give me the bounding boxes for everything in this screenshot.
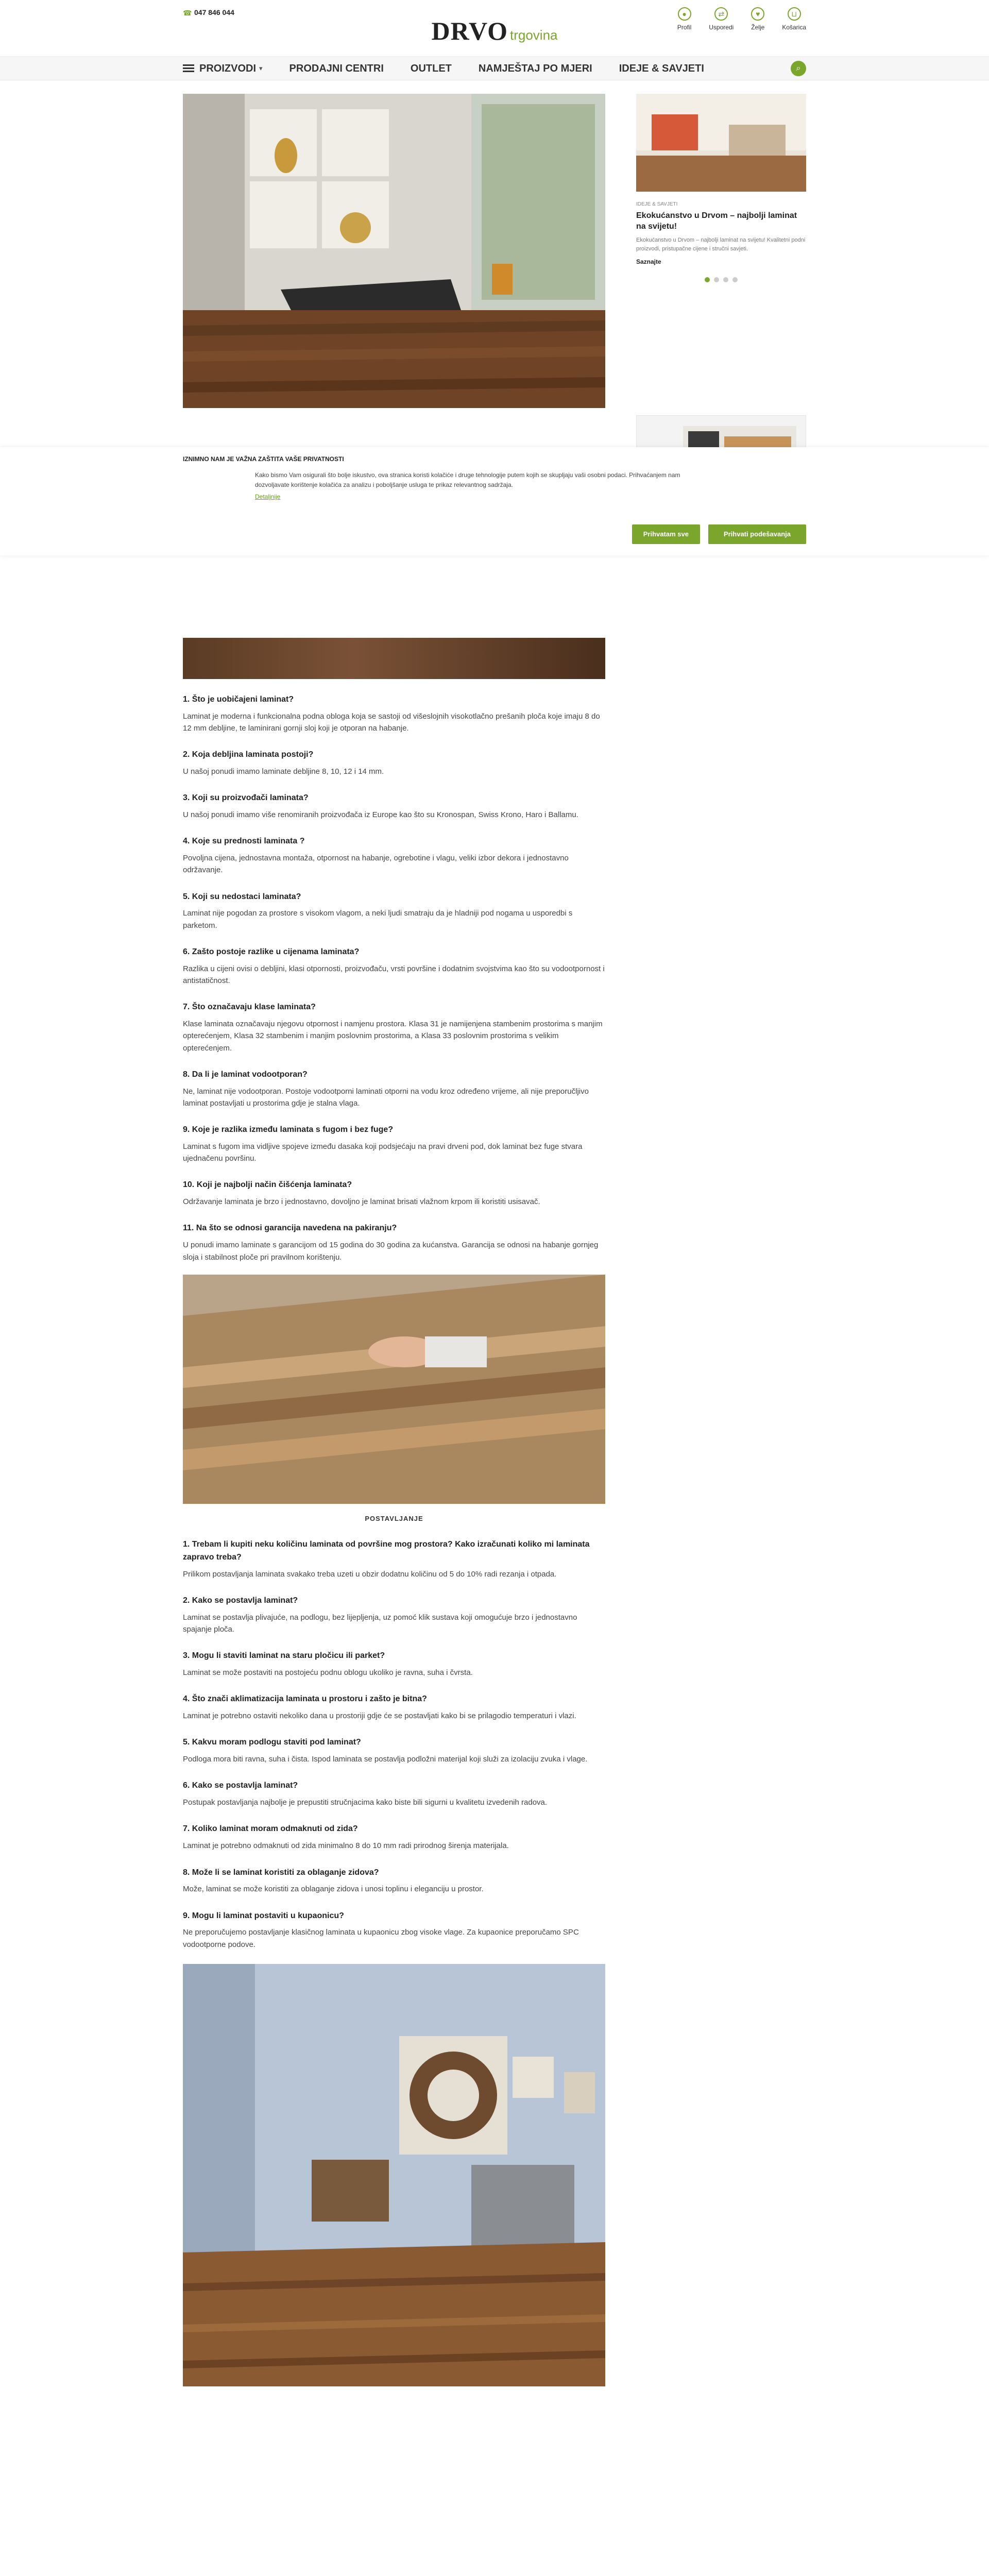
faq-question: 2. Kako se postavlja laminat?	[183, 1596, 298, 1605]
accept-settings-button[interactable]: Prihvati podešavanja	[708, 524, 806, 544]
logo-sub: trgovina	[509, 27, 558, 43]
faq-question: 9. Mogu li laminat postaviti u kupaonicu?	[183, 1911, 344, 1920]
faq-answer: Laminat s fugom ima vidljive spojeve između dasaka koji podsjećaju na pravi drveni pod, dok laminat bez fuge stvara ujednačenu površinu.	[183, 1142, 583, 1163]
faq-question: 6. Zašto postoje razlike u cijenama laminata?	[183, 947, 360, 956]
carousel-dot[interactable]	[732, 277, 738, 282]
cookie-text: Kako bismo Vam osigurali što bolje iskustvo, ova stranica koristi kolačiće i druge tehnologije putem kojih se skupljaju vaši osobni podaci. Prihvaćanjem nam dozvoljavate korištenje kolačića za analizu i poboljšanje usluga te prikaz relevantnog sadržaja.	[255, 471, 680, 488]
faq-list-installation	[183, 1538, 605, 1951]
floor-strip-image	[183, 638, 605, 679]
cookie-buttons	[632, 524, 806, 544]
search-icon[interactable]: ⌕	[791, 61, 806, 76]
faq-answer: U ponudi imamo laminate s garancijom od 15 godina do 30 godina za kućanstva. Garancija se odnosi na habanje gornjeg sloja i stabilnost ploče pri pravilnom korištenju.	[183, 1241, 599, 1262]
faq-answer: Prilikom postavljanja laminata svakako treba uzeti u obzir dodatnu količinu od 5 do 10% radi rezanja i otpada.	[183, 1569, 557, 1579]
faq-question: 8. Može li se laminat koristiti za oblaganje zidova?	[183, 1868, 379, 1877]
faq-question: 10. Koji je najbolji način čišćenja laminata?	[183, 1180, 352, 1190]
heart-icon: ♥	[751, 7, 764, 21]
nav-stores[interactable]: PRODAJNI CENTRI	[289, 62, 384, 74]
cart-button[interactable]: ⊔ Košarica	[782, 7, 806, 32]
faq-answer: Laminat je moderna i funkcionalna podna obloga koja se sastoji od višeslojnih visokotlačno prešanih ploča koje imaju 8 do 12 mm debljine, te laminirani gornji sloj koji je otporan na habanje.	[183, 711, 600, 733]
faq-question: 9. Koje je razlika između laminata s fugom i bez fuge?	[183, 1125, 394, 1134]
hero-image	[183, 94, 605, 408]
faq-question: 1. Što je uobičajeni laminat?	[183, 695, 294, 704]
top-bar	[0, 0, 989, 57]
faq-answer: Ne, laminat nije vodootporan. Postoje vodootporni laminati otporni na vodu kroz određeno vrijeme, ali nije preporučljivo laminat postavljati u prostorima gdje je stalna vlaga.	[183, 1087, 589, 1108]
faq-question: 4. Što znači aklimatizacija laminata u prostoru i zašto je bitna?	[183, 1694, 427, 1704]
logo-main: DRVO	[431, 16, 508, 45]
faq-answer: Održavanje laminata je brzo i jednostavno, dovoljno je laminat brisati vlažnom krpom ili koristiti usisavač.	[183, 1197, 540, 1207]
read-more-link[interactable]: Saznajte	[636, 258, 661, 266]
faq-question: 8. Da li je laminat vodootporan?	[183, 1070, 308, 1079]
cookie-details-link[interactable]: Detaljnije	[255, 493, 281, 500]
cookie-banner	[0, 447, 989, 555]
faq-question: 4. Koje su prednosti laminata ?	[183, 837, 305, 846]
faq-answer: Klase laminata označavaju njegovu otpornost i namjenu prostora. Klasa 31 je namijenjena stambenim prostorima s manjim opterećenjem, Klasa 32 stambenim i manjim poslovnim prostorima, a Klasa 33 poslovnim prostorima s velikim opterećenjem.	[183, 1020, 603, 1053]
profile-button[interactable]: ● Profil	[677, 7, 691, 32]
post-thumbnail	[636, 94, 806, 192]
faq-answer: Razlika u cijeni ovisi o debljini, klasi otpornosti, proizvođaču, vrsti površine i dodatnim svojstvima kao što su vodootpornost i antistatičnost.	[183, 964, 605, 986]
sidebar-post-card[interactable]	[636, 94, 806, 282]
chevron-down-icon: ▾	[259, 64, 263, 72]
faq-answer: U našoj ponudi imamo više renomiranih proizvođača iz Europe kao što su Kronospan, Swiss Krono, Haro i Ballamu.	[183, 810, 578, 820]
compare-icon: ⇄	[714, 7, 728, 21]
compare-button[interactable]: ⇄ Usporedi	[709, 7, 734, 32]
carousel-dot[interactable]	[705, 277, 710, 282]
faq-question: 5. Koji su nedostaci laminata?	[183, 892, 301, 901]
faq-answer: Ne preporučujemo postavljanje klasičnog laminata u kupaonicu zbog visoke vlage. Za kupaonice preporučamo SPC vodootporne podove.	[183, 1928, 579, 1949]
faq-question: 11. Na što se odnosi garancija navedena na pakiranju?	[183, 1224, 397, 1233]
faq-answer: Laminat je potrebno ostaviti nekoliko dana u prostoriji gdje će se postavljati kako bi se prilagodio temperaturi i vlazi.	[183, 1711, 576, 1721]
faq-answer: U našoj ponudi imamo laminate debljine 8, 10, 12 i 14 mm.	[183, 767, 384, 776]
post-title[interactable]: Ekokućanstvo u Drvom – najbolji laminat na svijetu!	[636, 211, 797, 231]
main-nav	[0, 57, 989, 80]
site-logo[interactable]	[432, 11, 558, 52]
faq-question: 5. Kakvu moram podlogu staviti pod laminat?	[183, 1738, 361, 1747]
faq-question: 1. Trebam li kupiti neku količinu laminata od površine mog prostora? Kako izračunati koliko mi laminata zapravo treba?	[183, 1540, 590, 1562]
wishlist-button[interactable]: ♥ Želje	[751, 7, 764, 32]
carousel-dot[interactable]	[723, 277, 728, 282]
faq-answer: Podloga mora biti ravna, suha i čista. Ispod laminata se postavlja podložni materijal koji služi za izolaciju zvuka i vlage.	[183, 1755, 588, 1764]
post-category: IDEJE & SAVJETI	[636, 201, 678, 208]
cart-icon: ⊔	[788, 7, 801, 21]
post-excerpt: Ekokućanstvo u Drvom – najbolji laminat na svijetu! Kvalitetni podni proizvodi, pristupačne cijene i stručni savjeti.	[636, 237, 806, 252]
header-phone[interactable]	[183, 7, 234, 19]
living-room-image	[183, 94, 605, 408]
faq-question: 7. Koliko laminat moram odmaknuti od zida?	[183, 1824, 358, 1834]
faq-answer: Laminat nije pogodan za prostore s visokom vlagom, a neki ljudi smatraju da je hladniji pod nogama u usporedbi s parketom.	[183, 909, 573, 930]
nav-custom-furniture[interactable]: NAMJEŠTAJ PO MJERI	[478, 62, 592, 74]
faq-answer: Laminat se može postaviti na postojeću podnu oblogu ukoliko je ravna, suha i čvrsta.	[183, 1668, 473, 1677]
faq-answer: Laminat se postavlja plivajuće, na podlogu, bez lijepljenja, uz pomoć klik sustava koji omogućuje brzo i jednostavno spajanje ploča.	[183, 1613, 577, 1634]
article-body	[183, 638, 605, 2390]
faq-question: 2. Koja debljina laminata postoji?	[183, 750, 314, 759]
faq-question: 3. Mogu li staviti laminat na staru pločicu ili parket?	[183, 1651, 385, 1660]
phone-number: 047 846 044	[194, 8, 234, 16]
nav-ideas[interactable]: IDEJE & SAVJETI	[619, 62, 704, 74]
phone-icon: ☎	[183, 8, 192, 17]
faq-question: 6. Kako se postavlja laminat?	[183, 1781, 298, 1790]
faq-answer: Povoljna cijena, jednostavna montaža, otpornost na habanje, ogrebotine i vlagu, veliki izbor dekora i jednostavno održavanje.	[183, 854, 569, 875]
carousel-dots	[636, 277, 806, 282]
faq-question: 3. Koji su proizvođači laminata?	[183, 793, 309, 803]
user-icons	[677, 7, 806, 32]
user-icon: ●	[678, 7, 691, 21]
living-room-image-2	[183, 1964, 605, 2386]
faq-answer: Laminat je potrebno odmaknuti od zida minimalno 8 do 10 mm radi prirodnog širenja materijala.	[183, 1841, 509, 1851]
nav-products[interactable]: PROIZVODI ▾	[199, 62, 263, 74]
accept-all-button[interactable]: Prihvatam sve	[632, 524, 700, 544]
installation-image	[183, 1275, 605, 1504]
menu-icon[interactable]	[183, 64, 194, 73]
faq-answer: Postupak postavljanja najbolje je prepustiti stručnjacima kako biste bili sigurni u kvalitetu izvedenih radova.	[183, 1798, 548, 1807]
cookie-title: IZNIMNO NAM JE VAŽNA ZAŠTITA VAŠE PRIVATNOSTI	[183, 455, 344, 463]
faq-list	[183, 693, 605, 1263]
faq-question: 7. Što označavaju klase laminata?	[183, 1003, 316, 1012]
faq-answer: Može, laminat se može koristiti za oblaganje zidova i unosi toplinu i eleganciju u prostor.	[183, 1885, 484, 1894]
section-caption: POSTAVLJANJE	[365, 1515, 423, 1523]
carousel-dot[interactable]	[714, 277, 719, 282]
nav-outlet[interactable]: OUTLET	[410, 62, 452, 74]
